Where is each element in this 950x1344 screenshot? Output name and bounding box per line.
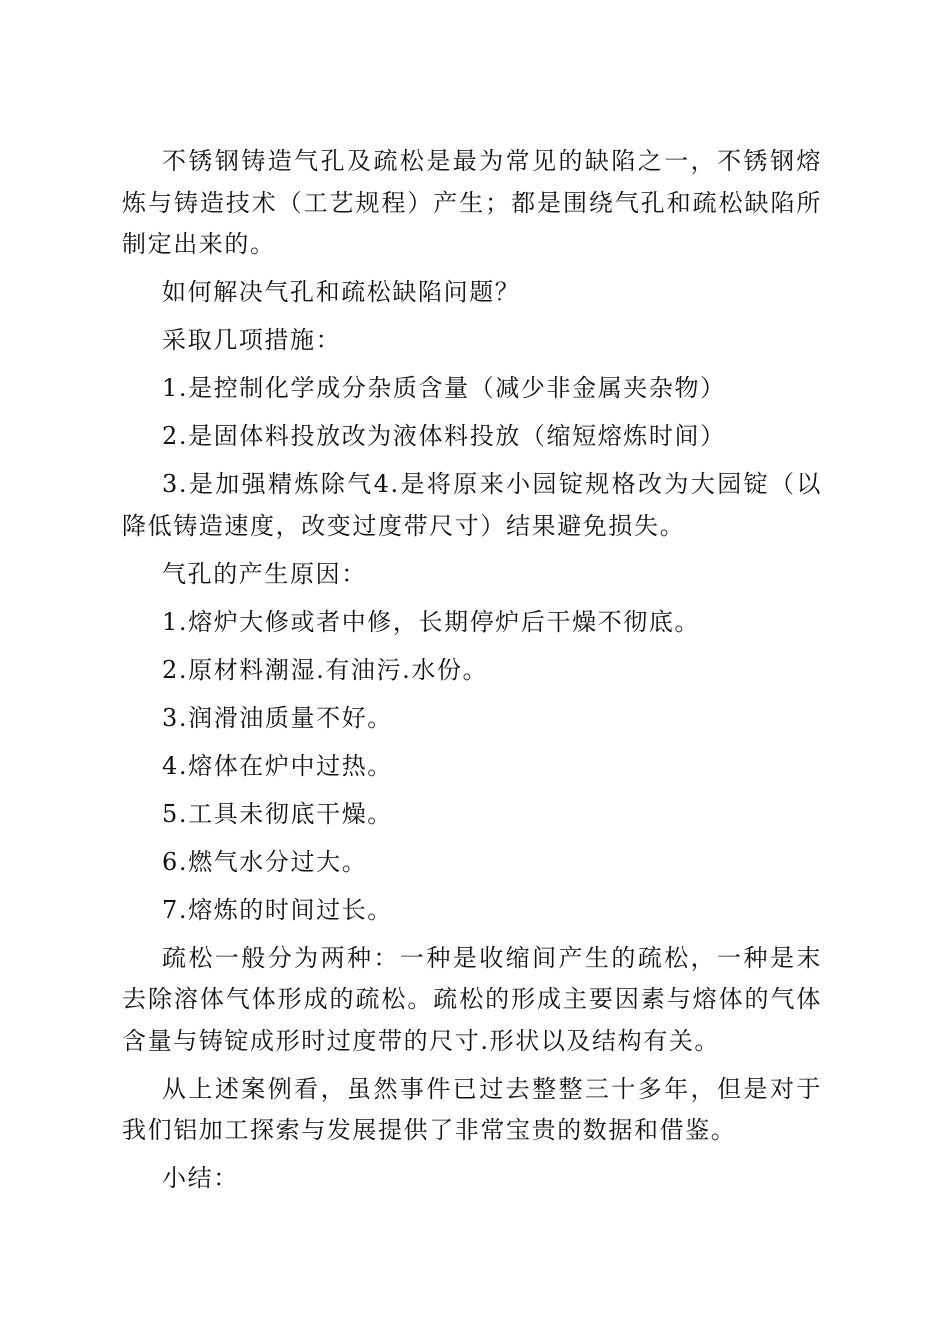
paragraph-porosity: 疏松一般分为两种：一种是收缩间产生的疏松，一种是末去除溶体气体形成的疏松。疏松的形成主要因素与熔体的气体含量与铸锭成形时过度带的尺寸.形状以及结构有关。 bbox=[122, 943, 822, 1055]
list-item-cause-5: 5.工具未彻底干燥。 bbox=[162, 799, 393, 828]
paragraph-measures-heading: 采取几项措施： bbox=[162, 326, 342, 354]
document-body bbox=[122, 141, 822, 1206]
list-item-measure-1: 1.是控制化学成分杂质含量（减少非金属夹杂物） bbox=[162, 374, 726, 402]
list-item-cause-4: 4.熔体在炉中过热。 bbox=[162, 751, 393, 780]
paragraph-summary-heading: 小结： bbox=[162, 1164, 239, 1192]
list-item-cause-1: 1.熔炉大修或者中修，长期停炉后干燥不彻底。 bbox=[162, 607, 701, 636]
paragraph-intro: 不锈钢铸造气孔及疏松是最为常见的缺陷之一，不锈钢熔炼与铸造技术（工艺规程）产生；都是围绕气孔和疏松缺陷所制定出来的。 bbox=[122, 147, 822, 258]
paragraph-question: 如何解决气孔和疏松缺陷问题？ bbox=[162, 278, 521, 306]
list-item-cause-3: 3.润滑油质量不好。 bbox=[162, 703, 393, 732]
list-item-cause-6: 6.燃气水分过大。 bbox=[162, 847, 368, 876]
list-item-cause-7: 7.熔炼的时间过长。 bbox=[162, 895, 393, 924]
paragraph-case-review: 从上述案例看，虽然事件已过去整整三十多年，但是对于我们铝加工探索与发展提供了非常宝贵的数据和借鉴。 bbox=[122, 1074, 822, 1144]
list-item-cause-2: 2.原材料潮湿.有油污.水份。 bbox=[162, 655, 489, 684]
paragraph-causes-heading: 气孔的产生原因： bbox=[162, 559, 367, 588]
list-item-measure-2: 2.是固体料投放改为液体料投放（缩短熔炼时间） bbox=[162, 422, 726, 450]
list-item-measure-3-4: 3.是加强精炼除气4.是将原来小园锭规格改为大园锭（以降低铸造速度，改变过度带尺寸）结果避免损失。 bbox=[122, 470, 822, 540]
